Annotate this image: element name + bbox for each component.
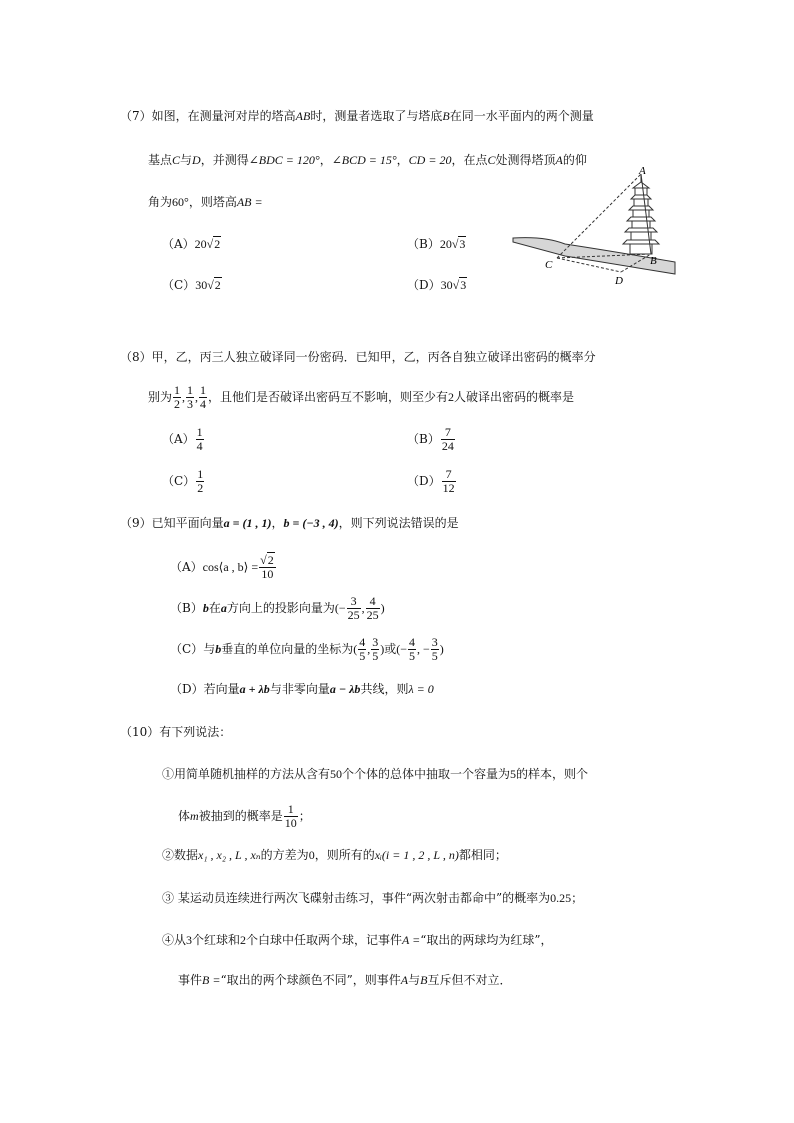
q8-line-1 (120, 349, 596, 365)
q10-text: 体 (178, 809, 191, 823)
q10-text: 个个体的总体中抽取一个容量为 (342, 767, 511, 781)
q8-option-a[interactable] (162, 424, 205, 454)
angle-bdc: ∠BDC = 120° (248, 153, 320, 167)
option-label: （B） (170, 601, 203, 615)
fraction: $\frac{3}{5}$ (372, 635, 379, 663)
fraction: $\frac{3}{25}$ (347, 594, 360, 622)
q8-line-2 (148, 382, 574, 412)
q7-line-1 (120, 108, 594, 124)
q7-text: 的仰 (562, 153, 587, 167)
q7-text: 在同一水平面内的两个测量 (449, 109, 594, 123)
fraction: $\frac{4}{5}$ (409, 635, 415, 663)
vector-expr: a − λb (329, 682, 361, 696)
q9-text: 在 (208, 601, 221, 615)
label-d: D (615, 275, 623, 287)
vector-b: b (202, 601, 209, 615)
length-cd: CD = 20 (408, 153, 452, 167)
paren: ) (380, 601, 385, 615)
fraction: $\frac{1}{4}$ (200, 383, 207, 411)
q7-option-d[interactable] (407, 277, 467, 293)
q10-statement-1 (162, 766, 588, 782)
option-label: （D） (170, 682, 204, 696)
math-xi: xᵢ(i = 1 , 2 , L , n) (374, 848, 459, 862)
q10-statement-1-cont (178, 800, 311, 832)
q10-text: “取出的两个球颜色不同”，则事件 (220, 973, 401, 987)
q9-option-a[interactable] (170, 550, 277, 584)
vector-b: b (215, 642, 222, 656)
option-label: （C） (162, 278, 196, 292)
q7-text: ，在点 (451, 153, 488, 167)
vector-a: a (220, 601, 227, 615)
vector-a: a = (1 , 1) (223, 516, 272, 530)
q8-text: ，且他们是否破译出密码互不影响，则至少有 (208, 390, 449, 404)
separator: , (182, 390, 186, 404)
q10-text: 与 (408, 973, 421, 987)
separator: , (367, 642, 371, 656)
separator: ， (271, 516, 284, 530)
separator: , (361, 601, 365, 615)
separator: ， (319, 153, 332, 167)
q7-option-c[interactable] (162, 277, 222, 293)
separator: ， (396, 153, 409, 167)
sqrt-expr: 30√2 (195, 278, 221, 292)
q7-text: 基点 (148, 153, 173, 167)
math-a: A = (402, 933, 421, 947)
q10-text: 的方差为 (260, 848, 309, 862)
q9-text: 已知平面向量 (151, 516, 224, 530)
fraction: $\frac{3}{5}$ (431, 635, 438, 663)
fraction: $\frac{1}{10}$ (284, 802, 297, 830)
math-b: B (442, 109, 450, 123)
q10-text: 被抽到的概率是 (198, 809, 283, 823)
number: 2 (448, 390, 455, 404)
tower-figure (505, 166, 677, 290)
math-a: A (555, 153, 563, 167)
fraction: $\frac{7}{12}$ (442, 467, 455, 495)
option-label: （B） (407, 237, 440, 251)
question-number: （10） (120, 725, 160, 739)
q10-text: ； (298, 809, 311, 823)
option-label: （A） (162, 237, 195, 251)
math-b: B = (202, 973, 221, 987)
fraction: $\frac{7}{24}$ (441, 425, 454, 453)
option-label: （C） (170, 642, 204, 656)
number: 0 (308, 848, 315, 862)
q10-text: 的样本，则个 (516, 767, 589, 781)
q10-statement-3 (162, 890, 583, 906)
math-a: A (400, 973, 409, 987)
number: 50 (330, 767, 343, 781)
math-c: C (172, 153, 181, 167)
math-b: B (420, 973, 428, 987)
option-label: （A） (170, 560, 203, 574)
q10-text: “取出的两球均为红球”， (420, 933, 553, 947)
label-b: B (650, 255, 657, 267)
vector-expr: a + λb (239, 682, 270, 696)
question-number: （8） (120, 350, 152, 364)
q8-text: 人破译出密码的概率是 (454, 390, 575, 404)
q10-text: ④从 (162, 933, 187, 947)
q9-text: 共线，则 (360, 682, 409, 696)
fraction: $\frac{1}{2}$ (174, 383, 181, 411)
q10-text: 个白球中任取两个球，记事件 (246, 933, 403, 947)
q9-option-c[interactable] (170, 634, 444, 664)
q10-text: 个红球和 (192, 933, 241, 947)
number: 5 (510, 767, 517, 781)
question-number: （9） (120, 516, 152, 530)
number: 3 (186, 933, 193, 947)
q7-text: 角为 (148, 195, 173, 209)
q7-text: ，则塔高 (188, 195, 237, 209)
sqrt-expr: 30√3 (440, 278, 467, 292)
q10-text: ①用简单随机抽样的方法从含有 (162, 767, 331, 781)
q10-text: 有下列说法： (159, 725, 232, 739)
paren: (− (396, 642, 407, 656)
fraction: $\frac{√2}{10}$ (260, 553, 274, 581)
math-c: C (487, 153, 496, 167)
angle-60: 60° (172, 195, 189, 209)
line-ca (557, 174, 641, 258)
q9-option-d[interactable] (170, 681, 434, 697)
separator: , (195, 390, 199, 404)
q10-statement-4 (162, 932, 553, 948)
paren: ( (353, 642, 358, 656)
cos-expr: cos⟨a , b⟩ = (202, 560, 259, 574)
math-ab: AB (295, 109, 311, 123)
number: 0.25 (550, 891, 572, 905)
q7-option-b[interactable] (407, 236, 466, 252)
q7-text: 与 (180, 153, 193, 167)
q10-text: 都相同； (458, 848, 507, 862)
q10-text: ； (571, 891, 584, 905)
q7-option-a[interactable] (162, 236, 221, 252)
fraction: $\frac{4}{5}$ (359, 635, 366, 663)
q8-text: 别为 (148, 390, 173, 404)
q9-text: 与 (203, 642, 216, 656)
fraction: $\frac{1}{4}$ (196, 425, 203, 453)
q9-text: 若向量 (203, 682, 240, 696)
q7-text: 如图，在测量河对岸的塔高 (151, 109, 296, 123)
number: 2 (240, 933, 247, 947)
q10-statement-4-cont (178, 972, 511, 988)
q8-option-b[interactable] (407, 424, 456, 454)
q8-text: 甲，乙，丙三人独立破译同一份密码．已知甲，乙，丙各自独立破译出密码的概率分 (151, 350, 596, 364)
angle-bcd: ∠BCD = 15° (331, 153, 397, 167)
label-a: A (639, 166, 646, 177)
paren: ) (439, 642, 444, 656)
q10-text: ②数据 (162, 848, 199, 862)
question-number: （7） (120, 109, 152, 123)
fraction: $\frac{1}{3}$ (187, 383, 194, 411)
q7-line-3 (148, 194, 263, 210)
q7-text: ，并测得 (200, 153, 249, 167)
q10-statement-2 (162, 847, 507, 863)
q9-text: 方向上的投影向量为 (226, 601, 335, 615)
q9-text: 或 (384, 642, 397, 656)
q8-option-c[interactable] (162, 466, 205, 496)
q10-text: 事件 (178, 973, 203, 987)
option-label: （D） (407, 474, 441, 488)
paren: ) (380, 642, 385, 656)
sqrt-expr: 20√3 (439, 237, 466, 251)
q9-line-1 (120, 515, 459, 531)
q10-text: ，则所有的 (314, 848, 375, 862)
q10-text: 互斥但不对立． (427, 973, 512, 987)
vector-b: b = (−3 , 4) (283, 516, 339, 530)
separator: , − (417, 642, 430, 656)
label-c: C (545, 259, 553, 271)
lambda-expr: λ = 0 (408, 682, 434, 696)
fraction: $\frac{4}{25}$ (366, 594, 379, 622)
q9-option-b[interactable] (170, 593, 385, 623)
q9-text: 与非零向量 (269, 682, 330, 696)
q7-text: 时，测量者选取了与塔底 (310, 109, 443, 123)
option-label: （A） (162, 432, 195, 446)
sqrt-expr: 20√2 (194, 237, 221, 251)
option-label: （C） (162, 474, 196, 488)
q7-text: 处测得塔顶 (495, 153, 556, 167)
fraction: $\frac{1}{2}$ (197, 467, 204, 495)
q10-line-1 (120, 724, 231, 740)
data-set: x₁ , x₂ , L , xₙ (198, 848, 261, 862)
q10-text: ③ 某运动员连续进行两次飞碟射击练习，事件“两次射击都命中”的概率为 (162, 891, 551, 905)
math-d: D (192, 153, 201, 167)
option-label: （B） (407, 432, 440, 446)
math-m: m (190, 809, 199, 823)
q9-text: ，则下列说法错误的是 (338, 516, 459, 530)
paren: (− (334, 601, 346, 615)
option-label: （D） (407, 278, 441, 292)
q8-option-d[interactable] (407, 466, 457, 496)
q9-text: 垂直的单位向量的坐标为 (221, 642, 354, 656)
math-ab: AB = (236, 195, 263, 209)
